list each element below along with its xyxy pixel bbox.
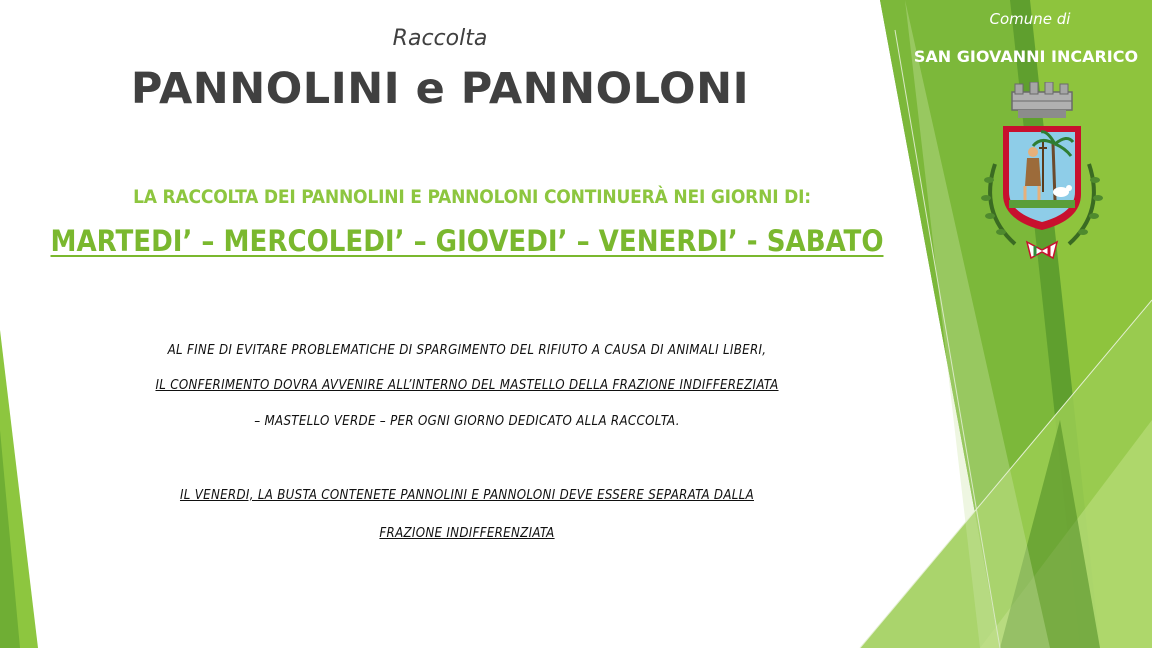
municipality-name: SAN GIOVANNI INCARICO xyxy=(913,47,1139,66)
slide-title: PANNOLINI e PANNOLONI xyxy=(130,64,750,114)
collection-lead-text: LA RACCOLTA DEI PANNOLINI E PANNOLONI CONTINUERÀ NEI GIORNI DI: xyxy=(133,186,811,208)
note-line-4: IL VENERDI, LA BUSTA CONTENETE PANNOLINI E PANNOLONI DEVE ESSERE SEPARATA DALLA xyxy=(179,488,754,503)
note-line-2: IL CONFERIMENTO DOVRA AVVENIRE ALL’INTERNO DEL MASTELLO DELLA FRAZIONE INDIFFEREZIATA xyxy=(155,378,779,393)
note-line-3: – MASTELLO VERDE – PER OGNI GIORNO DEDICATO ALLA RACCOLTA. xyxy=(254,414,680,429)
coat-of-arms-icon xyxy=(975,82,1110,262)
note-line-1: AL FINE DI EVITARE PROBLEMATICHE DI SPARGIMENTO DEL RIFIUTO A CAUSA DI ANIMALI LIBERI, xyxy=(167,343,767,358)
municipality-label: Comune di xyxy=(989,10,1071,28)
note-line-5: FRAZIONE INDIFFERENZIATA xyxy=(379,526,555,541)
collection-days: MARTEDI’ – MERCOLEDI’ – GIOVEDI’ – VENERDI’ - SABATO xyxy=(50,224,884,258)
slide-kicker: Raccolta xyxy=(392,26,488,51)
